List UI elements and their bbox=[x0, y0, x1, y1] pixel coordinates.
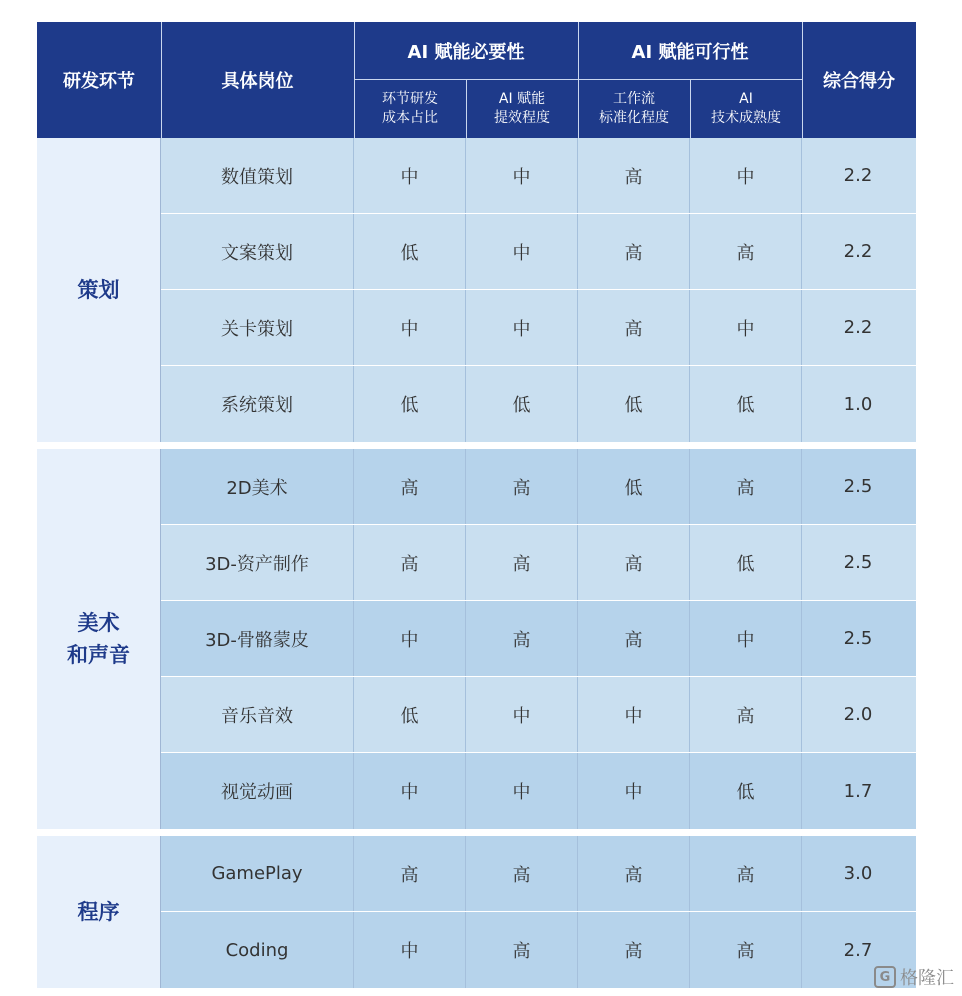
header-divider bbox=[802, 22, 803, 138]
table-row bbox=[161, 366, 916, 442]
watermark-text: 格隆汇 bbox=[900, 968, 954, 989]
score-cell: 2.2 bbox=[843, 317, 873, 338]
position-cell: 关卡策划 bbox=[161, 290, 354, 365]
efficiency-cell: 中 bbox=[466, 290, 578, 365]
maturity-cell: 中 bbox=[690, 138, 802, 213]
efficiency-cell: 低 bbox=[466, 366, 578, 442]
header-divider bbox=[161, 22, 162, 138]
position-cell: 音乐音效 bbox=[161, 677, 354, 752]
score-cell: 2.0 bbox=[843, 704, 873, 725]
stage-label: 策划 bbox=[37, 138, 161, 442]
group-gap bbox=[37, 829, 916, 836]
efficiency-cell: 高 bbox=[466, 601, 578, 676]
table-group bbox=[37, 138, 916, 442]
cost-share-cell: 高 bbox=[354, 449, 466, 524]
maturity-cell: 高 bbox=[690, 912, 802, 988]
evaluation-table bbox=[37, 22, 916, 988]
maturity-cell: 高 bbox=[690, 449, 802, 524]
table-header bbox=[37, 22, 916, 138]
table-group bbox=[37, 449, 916, 829]
cost-share-cell: 中 bbox=[354, 290, 466, 365]
score-cell: 1.7 bbox=[843, 780, 873, 802]
standardization-cell: 低 bbox=[578, 449, 690, 524]
cost-share-cell: 中 bbox=[354, 138, 466, 213]
table-row bbox=[161, 214, 916, 290]
maturity-cell: 高 bbox=[690, 677, 802, 752]
standardization-cell: 高 bbox=[578, 836, 690, 911]
position-cell: 2D美术 bbox=[161, 449, 354, 524]
header-divider bbox=[354, 79, 802, 80]
header-necessity: AI 赋能必要性 bbox=[407, 41, 525, 63]
group-gap bbox=[37, 442, 916, 449]
standardization-cell: 高 bbox=[578, 214, 690, 289]
cost-share-cell: 中 bbox=[354, 753, 466, 829]
cost-share-cell: 低 bbox=[354, 677, 466, 752]
position-cell: 数值策划 bbox=[161, 138, 354, 213]
header-divider bbox=[578, 22, 579, 138]
position-cell: GamePlay bbox=[161, 836, 354, 911]
table-row bbox=[161, 677, 916, 753]
score-cell: 2.2 bbox=[843, 165, 873, 186]
standardization-cell: 高 bbox=[578, 601, 690, 676]
score-cell: 2.7 bbox=[843, 939, 873, 961]
header-standardization bbox=[578, 79, 690, 138]
standardization-cell: 中 bbox=[578, 677, 690, 752]
header-efficiency-label: AI 赋能 提效程度 bbox=[494, 90, 550, 126]
standardization-cell: 高 bbox=[578, 912, 690, 988]
header-standardization-label: 工作流 标准化程度 bbox=[599, 90, 669, 126]
header-divider bbox=[354, 22, 355, 138]
cost-share-cell: 中 bbox=[354, 912, 466, 988]
header-maturity-label: AI 技术成熟度 bbox=[711, 90, 781, 126]
cost-share-cell: 中 bbox=[354, 601, 466, 676]
header-position: 具体岗位 bbox=[221, 71, 294, 92]
position-cell: Coding bbox=[161, 912, 354, 988]
maturity-cell: 低 bbox=[690, 366, 802, 442]
score-cell: 2.5 bbox=[843, 628, 873, 649]
header-cost-share bbox=[354, 79, 466, 138]
table-body bbox=[37, 138, 916, 988]
header-stage: 研发环节 bbox=[63, 71, 135, 92]
header-divider bbox=[690, 79, 691, 138]
score-cell: 2.5 bbox=[843, 476, 873, 497]
watermark bbox=[874, 964, 954, 990]
header-feasibility: AI 赋能可行性 bbox=[631, 41, 749, 63]
table-row bbox=[161, 912, 916, 988]
header-efficiency bbox=[466, 79, 578, 138]
table-row bbox=[161, 753, 916, 829]
maturity-cell: 低 bbox=[690, 753, 802, 829]
stage-label: 程序 bbox=[37, 836, 161, 988]
gelonghui-logo-icon: G bbox=[874, 966, 896, 988]
maturity-cell: 中 bbox=[690, 601, 802, 676]
table-row bbox=[161, 449, 916, 525]
position-cell: 系统策划 bbox=[161, 366, 354, 442]
standardization-cell: 中 bbox=[578, 753, 690, 829]
table-row bbox=[161, 601, 916, 677]
table-row bbox=[161, 138, 916, 214]
standardization-cell: 低 bbox=[578, 366, 690, 442]
cost-share-cell: 低 bbox=[354, 366, 466, 442]
header-cost-share-label: 环节研发 成本占比 bbox=[382, 90, 438, 126]
maturity-cell: 低 bbox=[690, 525, 802, 600]
header-divider bbox=[466, 79, 467, 138]
header-score: 综合得分 bbox=[823, 71, 895, 92]
maturity-cell: 高 bbox=[690, 214, 802, 289]
position-cell: 3D-资产制作 bbox=[161, 525, 354, 600]
score-cell: 1.0 bbox=[843, 393, 873, 415]
header-maturity bbox=[690, 79, 802, 138]
efficiency-cell: 中 bbox=[466, 138, 578, 213]
maturity-cell: 高 bbox=[690, 836, 802, 911]
stage-label: 美术 和声音 bbox=[37, 449, 161, 829]
cost-share-cell: 低 bbox=[354, 214, 466, 289]
efficiency-cell: 中 bbox=[466, 677, 578, 752]
efficiency-cell: 高 bbox=[466, 449, 578, 524]
standardization-cell: 高 bbox=[578, 138, 690, 213]
table-group bbox=[37, 836, 916, 988]
score-cell: 2.5 bbox=[843, 552, 873, 573]
efficiency-cell: 中 bbox=[466, 214, 578, 289]
efficiency-cell: 高 bbox=[466, 525, 578, 600]
score-cell: 3.0 bbox=[843, 863, 873, 884]
table-row bbox=[161, 290, 916, 366]
cost-share-cell: 高 bbox=[354, 525, 466, 600]
table-row bbox=[161, 836, 916, 912]
standardization-cell: 高 bbox=[578, 525, 690, 600]
cost-share-cell: 高 bbox=[354, 836, 466, 911]
maturity-cell: 中 bbox=[690, 290, 802, 365]
position-cell: 文案策划 bbox=[161, 214, 354, 289]
efficiency-cell: 中 bbox=[466, 753, 578, 829]
efficiency-cell: 高 bbox=[466, 836, 578, 911]
efficiency-cell: 高 bbox=[466, 912, 578, 988]
table-row bbox=[161, 525, 916, 601]
standardization-cell: 高 bbox=[578, 290, 690, 365]
score-cell: 2.2 bbox=[843, 241, 873, 262]
position-cell: 3D-骨骼蒙皮 bbox=[161, 601, 354, 676]
position-cell: 视觉动画 bbox=[161, 753, 354, 829]
